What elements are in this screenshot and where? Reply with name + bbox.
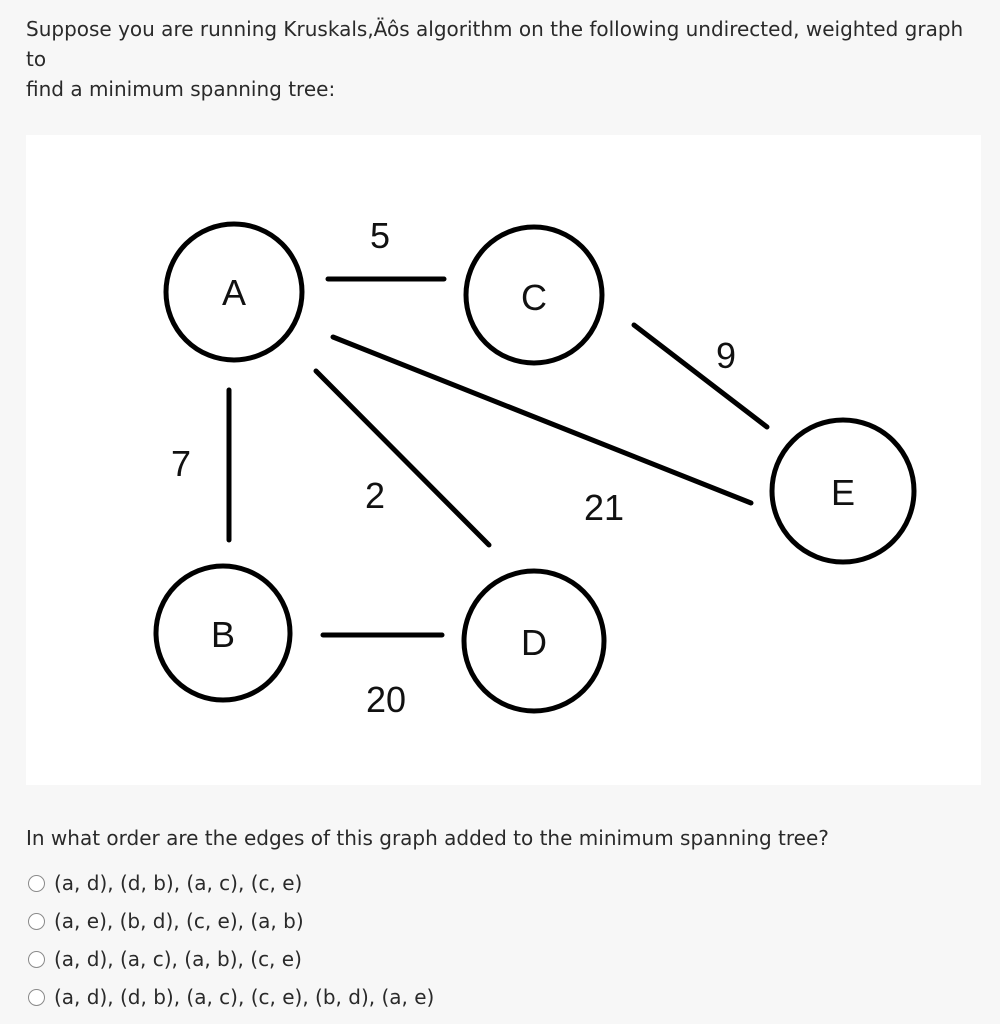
question-text	[26, 14, 976, 104]
question-intro-line-2: to	[26, 47, 47, 71]
option-label: (a, d), (d, b), (a, c), (c, e)	[54, 871, 303, 895]
option-label: (a, d), (d, b), (a, c), (c, e), (b, d), (a, e)	[54, 985, 435, 1009]
weight-c-e: 9	[715, 335, 737, 376]
node-c	[466, 227, 602, 363]
option-label: (a, d), (a, c), (a, b), (c, e)	[54, 947, 302, 971]
graph-figure	[26, 135, 981, 785]
node-e-label: E	[830, 472, 856, 513]
answer-option[interactable]	[26, 940, 434, 978]
radio-button[interactable]	[28, 913, 45, 930]
node-c-label: C	[521, 277, 547, 318]
option-label: (a, e), (b, d), (c, e), (a, b)	[54, 909, 304, 933]
node-e	[772, 420, 914, 562]
weight-b-d: 20	[365, 679, 407, 720]
node-b	[156, 566, 290, 700]
answer-option[interactable]	[26, 978, 434, 1016]
node-b-label: B	[210, 614, 236, 655]
weight-a-c: 5	[369, 215, 391, 256]
question-intro-line-1: Suppose you are running Kruskals,Äôs algorithm on the following undirected, weighted graph	[26, 17, 964, 41]
node-a-label: A	[221, 272, 247, 313]
edge-c-e	[634, 325, 767, 427]
question-intro-line-3: find a minimum spanning tree:	[26, 77, 336, 101]
weight-a-d: 2	[364, 475, 386, 516]
question-prompt: In what order are the edges of this graph added to the minimum spanning tree?	[26, 826, 829, 850]
edge-a-d	[316, 371, 489, 545]
radio-button[interactable]	[28, 989, 45, 1006]
weight-a-b: 7	[170, 443, 192, 484]
radio-button[interactable]	[28, 875, 45, 892]
radio-button[interactable]	[28, 951, 45, 968]
weight-a-e: 21	[583, 487, 625, 528]
node-a	[166, 224, 302, 360]
answer-option[interactable]	[26, 864, 434, 902]
graph-diagram	[26, 135, 981, 785]
node-d	[464, 571, 604, 711]
answer-options	[26, 864, 434, 1016]
answer-option[interactable]	[26, 902, 434, 940]
node-d-label: D	[521, 622, 547, 663]
